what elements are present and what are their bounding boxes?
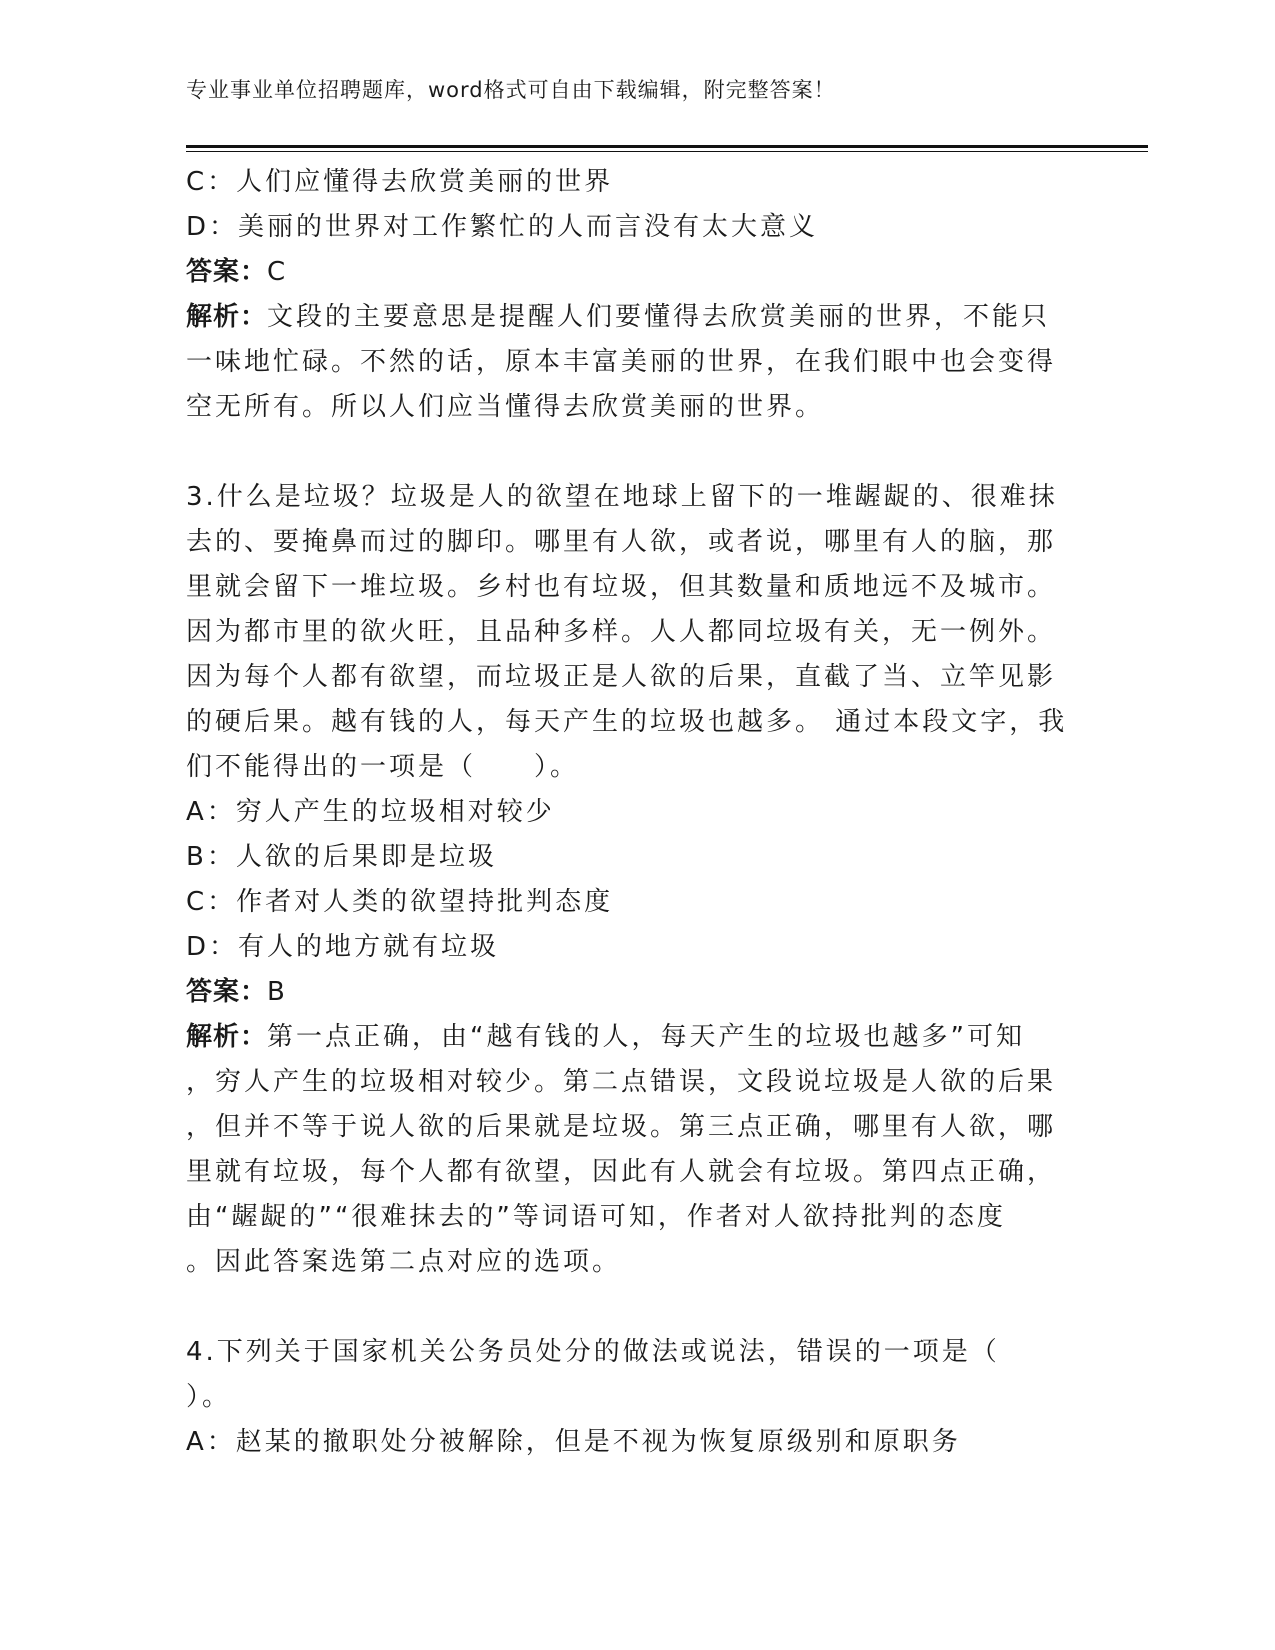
q3-answer-value: B xyxy=(267,977,288,1007)
q2-answer-value: C xyxy=(267,257,289,287)
q2-answer xyxy=(186,250,1096,295)
q3-analysis-line-1 xyxy=(186,1015,1096,1060)
q3-option-c: C：作者对人类的欲望持批判态度 xyxy=(186,887,614,917)
q3-analysis-label: 解析： xyxy=(186,1022,268,1052)
spacer xyxy=(186,430,1096,475)
q3-answer-label: 答案： xyxy=(186,977,268,1007)
q2-analysis-text-1: 文段的主要意思是提醒人们要懂得去欣赏美丽的世界，不能只 xyxy=(267,302,1051,332)
q3-stem-line-2: 去的、要掩鼻而过的脚印。哪里有人欲，或者说，哪里有人的脑，那 xyxy=(186,527,1057,557)
q4-option-a: A：赵某的撤职处分被解除，但是不视为恢复原级别和原职务 xyxy=(186,1427,961,1457)
q3-stem-line-7: 们不能得出的一项是（ ）。 xyxy=(186,752,580,782)
spacer xyxy=(186,1285,1096,1330)
q2-analysis-line-2: 一味地忙碌。不然的话，原本丰富美丽的世界，在我们眼中也会变得 xyxy=(186,347,1057,377)
q2-option-c: C：人们应懂得去欣赏美丽的世界 xyxy=(186,167,614,197)
q3-analysis-line-5: 由“龌龊的”“很难抹去的”等词语可知，作者对人欲持批判的态度 xyxy=(186,1202,1006,1232)
page-header: 专业事业单位招聘题库，word格式可自由下载编辑，附完整答案！ xyxy=(186,78,836,102)
q3-option-a: A：穷人产生的垃圾相对较少 xyxy=(186,797,555,827)
q3-option-d: D：有人的地方就有垃圾 xyxy=(186,932,500,962)
q3-stem-line-4: 因为都市里的欲火旺，且品种多样。人人都同垃圾有关，无一例外。 xyxy=(186,617,1057,647)
q4-stem-line-1: 4.下列关于国家机关公务员处分的做法或说法，错误的一项是（ xyxy=(186,1337,1000,1367)
q2-answer-label: 答案： xyxy=(186,257,268,287)
q3-analysis-line-2: ，穷人产生的垃圾相对较少。第二点错误，文段说垃圾是人欲的后果 xyxy=(186,1067,1057,1097)
q2-analysis-line-3: 空无所有。所以人们应当懂得去欣赏美丽的世界。 xyxy=(186,392,825,422)
header-rule-thick xyxy=(186,145,1148,148)
q3-stem-line-3: 里就会留下一堆垃圾。乡村也有垃圾，但其数量和质地远不及城市。 xyxy=(186,572,1057,602)
q3-stem-line-5: 因为每个人都有欲望，而垃圾正是人欲的后果，直截了当、立竿见影 xyxy=(186,662,1057,692)
q2-analysis-line-1 xyxy=(186,295,1096,340)
q3-analysis-text-1: 第一点正确，由“越有钱的人，每天产生的垃圾也越多”可知 xyxy=(267,1022,1025,1052)
q2-analysis-label: 解析： xyxy=(186,302,268,332)
q3-option-b: B：人欲的后果即是垃圾 xyxy=(186,842,497,872)
q3-analysis-line-3: ，但并不等于说人欲的后果就是垃圾。第三点正确，哪里有人欲，哪 xyxy=(186,1112,1057,1142)
q3-analysis-line-6: 。因此答案选第二点对应的选项。 xyxy=(186,1247,622,1277)
q3-stem-line-6: 的硬后果。越有钱的人，每天产生的垃圾也越多。 通过本段文字，我 xyxy=(186,707,1068,737)
q4-stem-line-2: ）。 xyxy=(186,1382,232,1412)
header-rule-thin xyxy=(186,151,1148,152)
q2-option-d: D：美丽的世界对工作繁忙的人而言没有太大意义 xyxy=(186,212,819,242)
q3-stem-line-1: 3.什么是垃圾？垃圾是人的欲望在地球上留下的一堆龌龊的、很难抹 xyxy=(186,482,1058,512)
q3-analysis-line-4: 里就有垃圾，每个人都有欲望，因此有人就会有垃圾。第四点正确， xyxy=(186,1157,1057,1187)
document-body xyxy=(186,160,1096,1465)
q3-answer xyxy=(186,970,1096,1015)
